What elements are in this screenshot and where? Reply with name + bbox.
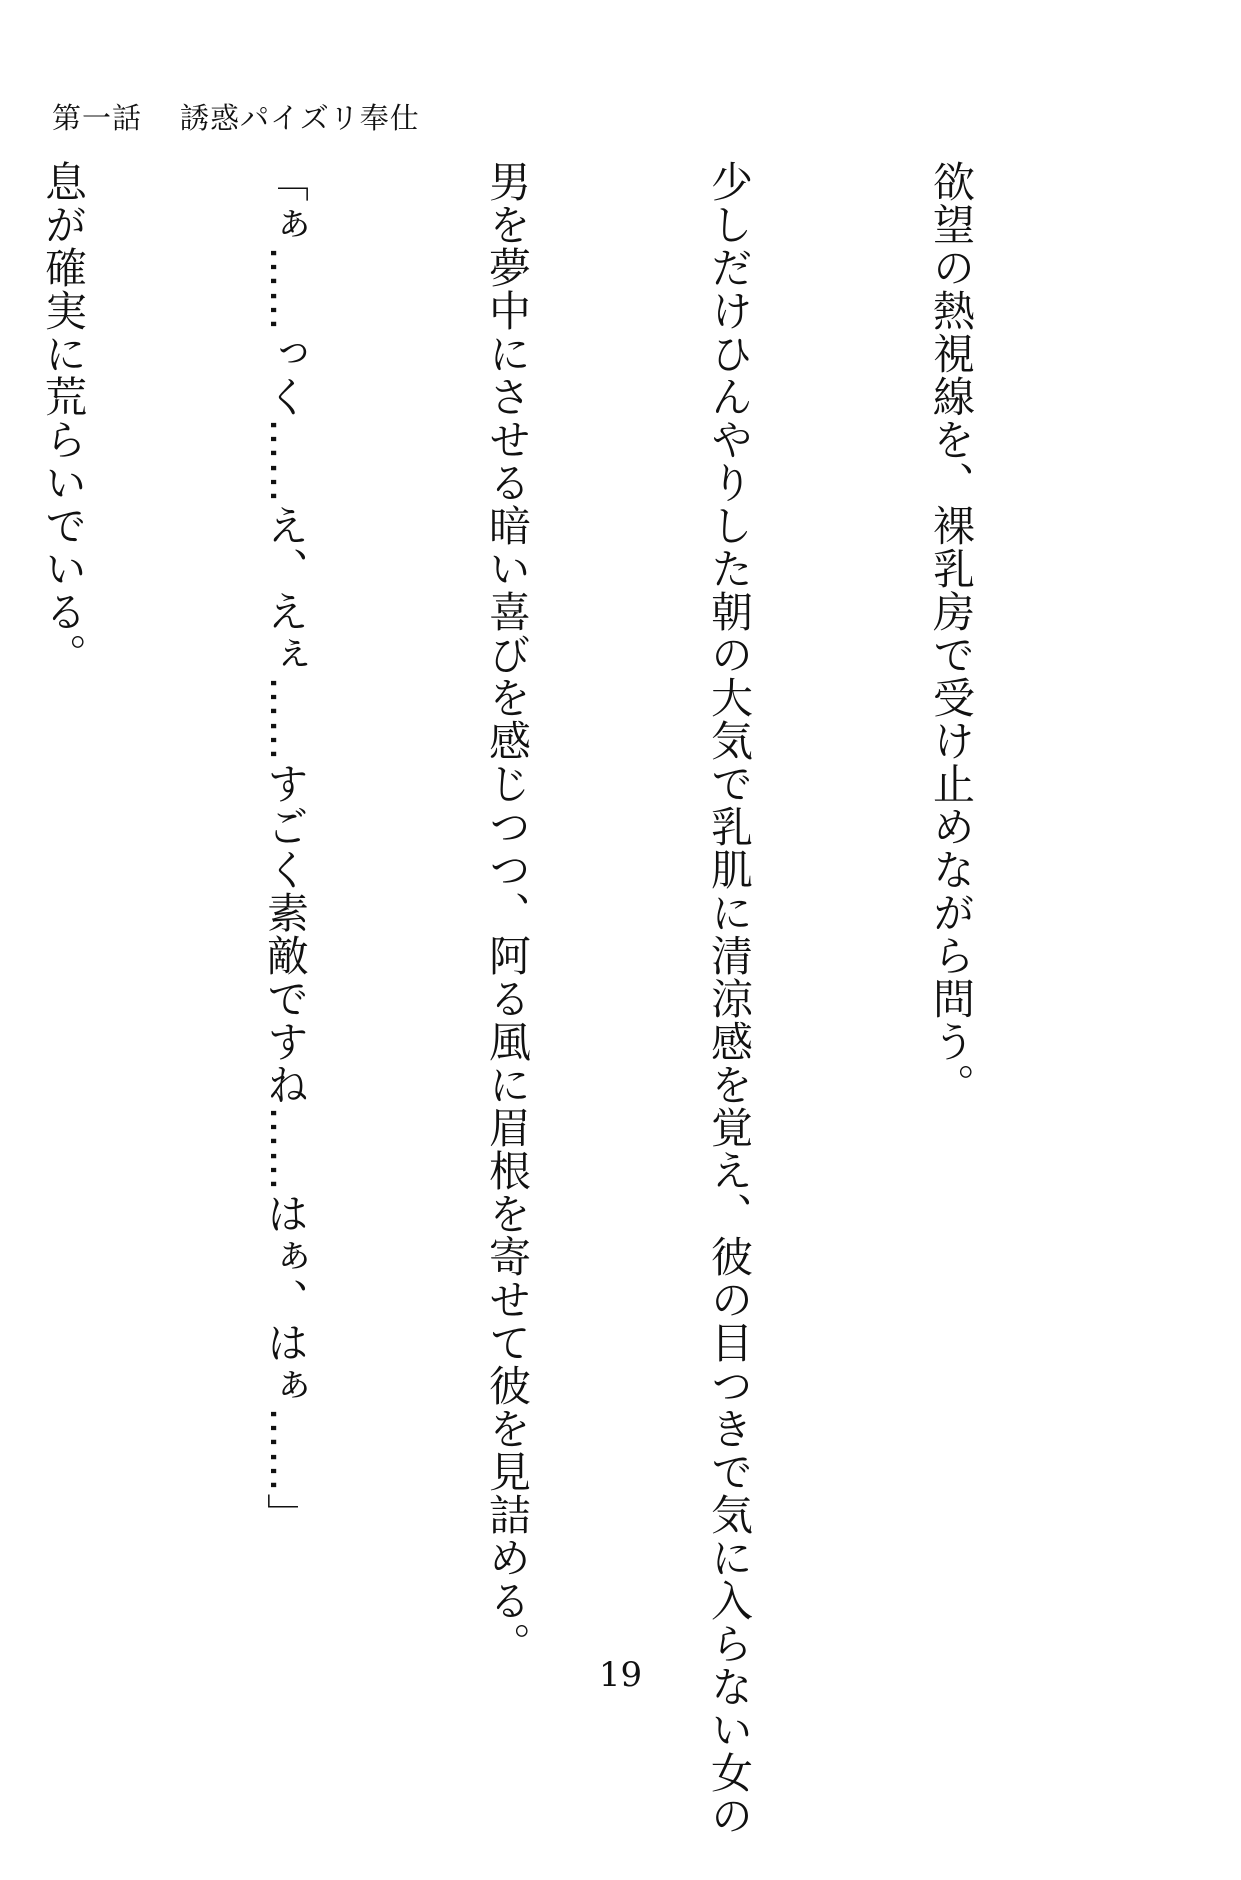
text-column: 息が確実に荒らいでいる。 bbox=[39, 160, 88, 676]
text-column: 欲望の熱視線を、裸乳房で受け止めながら問う。 bbox=[927, 160, 976, 1106]
text-column: 「ぁ……っく……え、えぇ……すごく素敵ですね……はぁ、はぁ……」 bbox=[261, 160, 310, 1536]
text-column: 男を夢中にさせる暗い喜びを感じつつ、阿る風に眉根を寄せて彼を見詰める。 bbox=[483, 160, 532, 1665]
chapter-header bbox=[52, 96, 420, 137]
page-number: 19 bbox=[598, 1655, 643, 1695]
chapter-number: 第一話 bbox=[52, 101, 143, 135]
chapter-title: 誘惑パイズリ奉仕 bbox=[180, 101, 420, 135]
text-column: 少しだけひんやりした朝の大気で乳肌に清涼感を覚え、彼の目つきで気に入らない女の bbox=[705, 160, 754, 1837]
